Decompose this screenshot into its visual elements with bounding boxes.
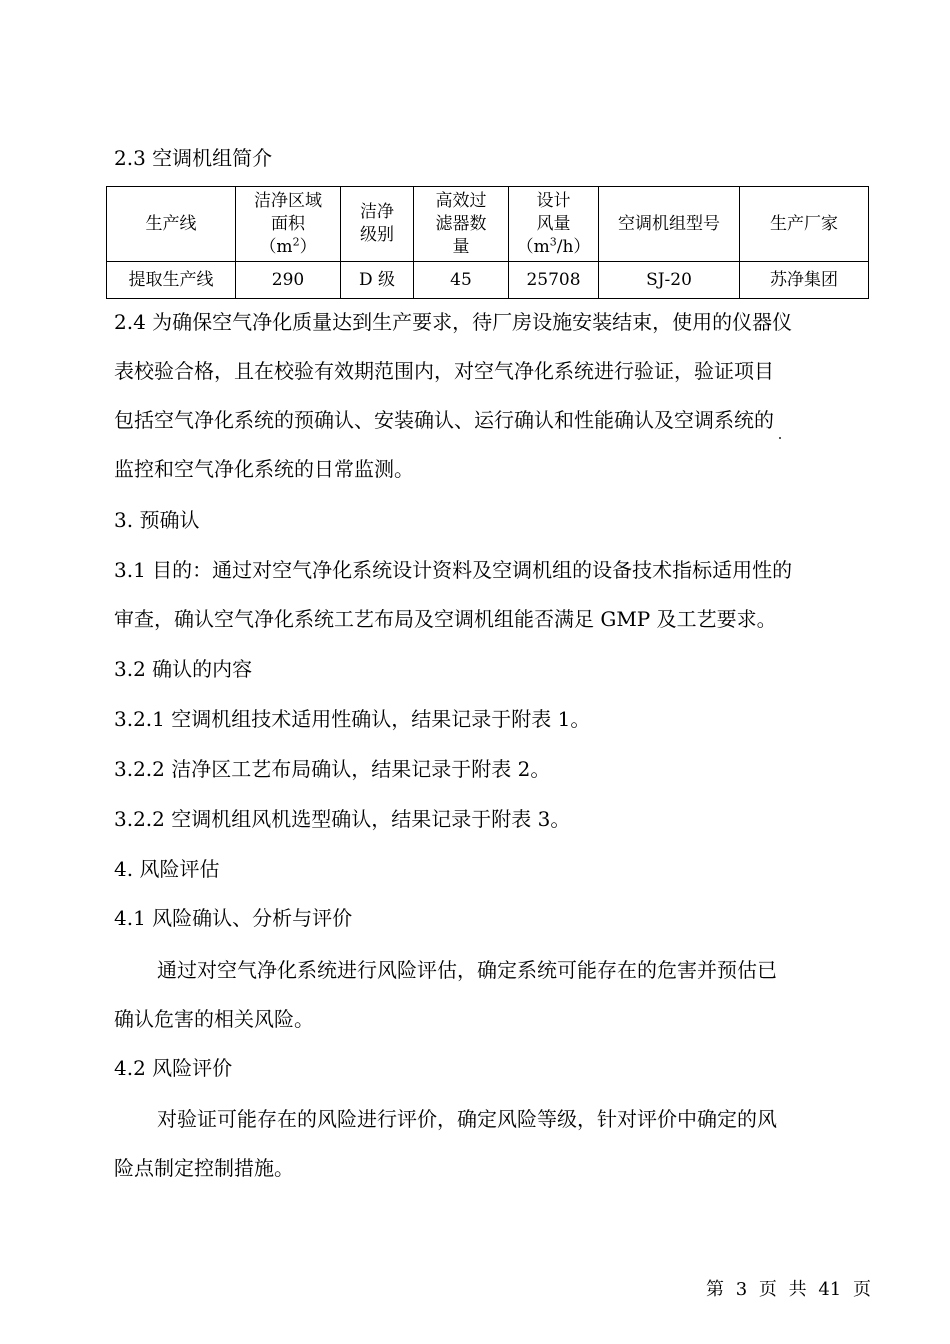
header-hepa-count: 高效过 滤器数 量 [414, 187, 509, 262]
item-3-2-1: 3.2.1 空调机组技术适用性确认，结果记录于附表 1。 [114, 707, 591, 731]
header-manufacturer: 生产厂家 [740, 187, 869, 262]
header-clean-area: 洁净区域 面积 $(m^2)$ [236, 187, 341, 262]
para-4-2-line-1: 对验证可能存在的风险进行评价，确定风险等级，针对评价中确定的风 [157, 1107, 777, 1131]
para-2-4-line-1: 2.4 为确保空气净化质量达到生产要求，待厂房设施安装结束，使用的仪器仪 [114, 310, 793, 334]
para-2-4-line-3: 包括空气净化系统的预确认、安装确认、运行确认和性能确认及空调系统的 [114, 408, 774, 432]
section-3-2-heading: 3.2 确认的内容 [114, 657, 253, 681]
section-4-1-heading: 4.1 风险确认、分析与评价 [114, 906, 353, 930]
cell-manufacturer: 苏净集团 [740, 262, 869, 299]
para-2-4-line-4: 监控和空气净化系统的日常监测。 [114, 457, 414, 481]
para-4-2-line-2: 险点制定控制措施。 [114, 1156, 294, 1180]
section-4-2-heading: 4.2 风险评价 [114, 1056, 233, 1080]
item-3-2-2-fan: 3.2.2 空调机组风机选型确认，结果记录于附表 3。 [114, 807, 571, 831]
table-row [107, 262, 869, 299]
cell-air-volume: 25708 [509, 262, 599, 299]
section-2-3-heading: 2.3 空调机组简介 [114, 146, 273, 170]
cell-clean-area: 290 [236, 262, 341, 299]
para-3-1-line-2: 审查，确认空气净化系统工艺布局及空调机组能否满足 GMP 及工艺要求。 [114, 607, 777, 631]
para-3-1-line-1: 3.1 目的：通过对空气净化系统设计资料及空调机组的设备技术指标适用性的 [114, 558, 793, 582]
section-4-heading: 4. 风险评估 [114, 857, 220, 881]
section-3-heading: 3. 预确认 [114, 508, 200, 532]
cell-clean-grade: D 级 [341, 262, 414, 299]
cell-production-line: 提取生产线 [107, 262, 236, 299]
para-2-4-line-2: 表校验合格，且在校验有效期范围内，对空气净化系统进行验证，验证项目 [114, 359, 774, 383]
header-clean-grade: 洁净 级别 [341, 187, 414, 262]
para-4-1-line-1: 通过对空气净化系统进行风险评估，确定系统可能存在的危害并预估已 [157, 958, 777, 982]
hvac-unit-table [106, 186, 869, 299]
item-3-2-2-layout: 3.2.2 洁净区工艺布局确认，结果记录于附表 2。 [114, 757, 551, 781]
header-production-line: 生产线 [107, 187, 236, 262]
cell-unit-model: SJ-20 [599, 262, 740, 299]
stray-mark [779, 437, 781, 439]
header-unit-model: 空调机组型号 [599, 187, 740, 262]
cell-hepa-count: 45 [414, 262, 509, 299]
header-air-volume: 设计 风量 $(m^3/h)$ [509, 187, 599, 262]
table-header-row [107, 187, 869, 262]
para-4-1-line-2: 确认危害的相关风险。 [114, 1007, 314, 1031]
page-number-footer: 第 3 页 共 41 页 [706, 1279, 871, 1300]
